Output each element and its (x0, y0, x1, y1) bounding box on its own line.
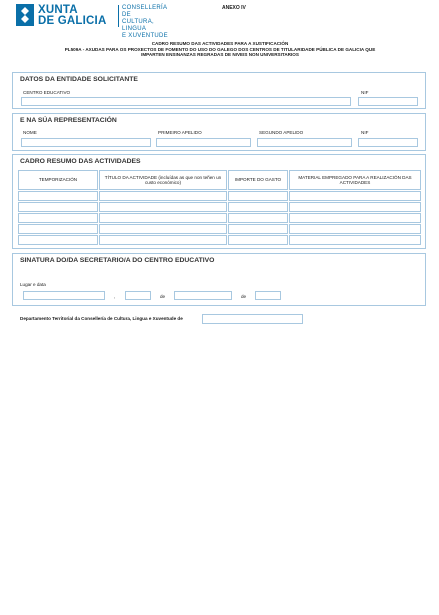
table-row (18, 213, 421, 223)
table-cell[interactable] (99, 202, 227, 212)
xunta-emblem-icon (16, 4, 34, 26)
rep-nif-label: NIF (361, 130, 369, 135)
table-row (18, 202, 421, 212)
activities-header-row (18, 170, 421, 190)
table-cell[interactable] (289, 224, 421, 234)
surname1-field[interactable] (156, 138, 251, 147)
de-label-2: de (241, 294, 247, 299)
comma-separator: , (114, 294, 116, 299)
table-cell[interactable] (228, 191, 288, 201)
signature-section-title: SINATURA DO/DA SECRETARIO/A DO CENTRO EDUCATIVO (20, 257, 215, 264)
surname2-label: SEGUNDO APELIDO (259, 130, 304, 135)
entity-section-title: DATOS DA ENTIDADE SOLICITANTE (20, 76, 138, 83)
department-name (122, 5, 176, 40)
table-row (18, 191, 421, 201)
table-cell[interactable] (99, 213, 227, 223)
subtitle-line2: IMPARTEN ENSINANZAS REGRADAS DE NIVEIS NON UNIVERSITARIOS (141, 52, 299, 58)
dept-line3: E XUVENTUDE (122, 33, 168, 39)
place-field[interactable] (23, 291, 105, 300)
representation-section (12, 113, 426, 151)
table-cell[interactable] (99, 191, 227, 201)
annex-label: ANEXO IV (222, 5, 246, 11)
surname1-label: PRIMEIRO APELIDO (158, 130, 202, 135)
document-subtitle (10, 47, 430, 58)
table-cell[interactable] (289, 191, 421, 201)
table-cell[interactable] (289, 235, 421, 245)
logo-separator (118, 5, 119, 27)
table-row (18, 235, 421, 245)
place-date-label: Lugar e data (20, 282, 46, 287)
table-cell[interactable] (289, 202, 421, 212)
department-field[interactable] (202, 314, 303, 324)
document-title: CADRO RESUMO DAS ACTIVIDADES PARA A XUSTIFICACIÓN (151, 41, 289, 46)
table-cell[interactable] (18, 191, 98, 201)
entity-nif-field[interactable] (358, 97, 418, 106)
table-cell[interactable] (228, 213, 288, 223)
name-label: NOME (23, 130, 37, 135)
centro-field[interactable] (21, 97, 351, 106)
col-importe: IMPORTE DO GASTO (228, 170, 288, 190)
subtitle-line1: PL509A - AXUDAS PARA OS PROXECTOS DE FOMENTO DO USO DO GALEGO DOS CENTROS DE TITULARIDADE PÚBLICA DE GALICIA QUE (64, 47, 376, 52)
table-cell[interactable] (228, 235, 288, 245)
de-label-1: de (160, 294, 166, 299)
brand-name (38, 5, 106, 26)
table-cell[interactable] (289, 213, 421, 223)
name-field[interactable] (21, 138, 151, 147)
col-material: MATERIAL EMPREGADO PARA A REALIZACIÓN DAS ACTIVIDADES (289, 170, 421, 190)
activities-section-title: CADRO RESUMO DAS ACTIVIDADES (20, 158, 141, 165)
centro-label: CENTRO EDUCATIVO (23, 90, 71, 95)
dept-line2: CULTURA, LINGUA (122, 19, 154, 32)
table-cell[interactable] (228, 202, 288, 212)
table-cell[interactable] (99, 224, 227, 234)
activities-table (17, 169, 422, 246)
representation-section-title: E NA SÚA REPRESENTACIÓN (20, 117, 117, 124)
brand-line2: DE GALICIA (38, 14, 107, 27)
table-cell[interactable] (18, 235, 98, 245)
day-field[interactable] (125, 291, 151, 300)
entity-nif-label: NIF (361, 90, 369, 95)
brand-line1: XUNTA (38, 4, 78, 16)
table-cell[interactable] (18, 213, 98, 223)
table-cell[interactable] (99, 235, 227, 245)
col-titulo: TÍTULO DA ACTIVIDADE (incluídas as que non teñen un custo económico) (99, 170, 227, 190)
month-field[interactable] (174, 291, 232, 300)
signature-section (12, 253, 426, 306)
table-row (18, 224, 421, 234)
rep-nif-field[interactable] (358, 138, 418, 147)
table-cell[interactable] (18, 202, 98, 212)
department-label: Departamento Territorial da Consellería de Cultura, Lingua e Xuventude de (20, 316, 183, 321)
surname2-field[interactable] (257, 138, 352, 147)
col-temporizacion: TEMPORIZACIÓN (18, 170, 98, 190)
xunta-logo (16, 4, 176, 39)
table-cell[interactable] (228, 224, 288, 234)
entity-section (12, 72, 426, 109)
year-field[interactable] (255, 291, 281, 300)
table-cell[interactable] (18, 224, 98, 234)
dept-line1: CONSELLERÍA DE (122, 5, 167, 18)
